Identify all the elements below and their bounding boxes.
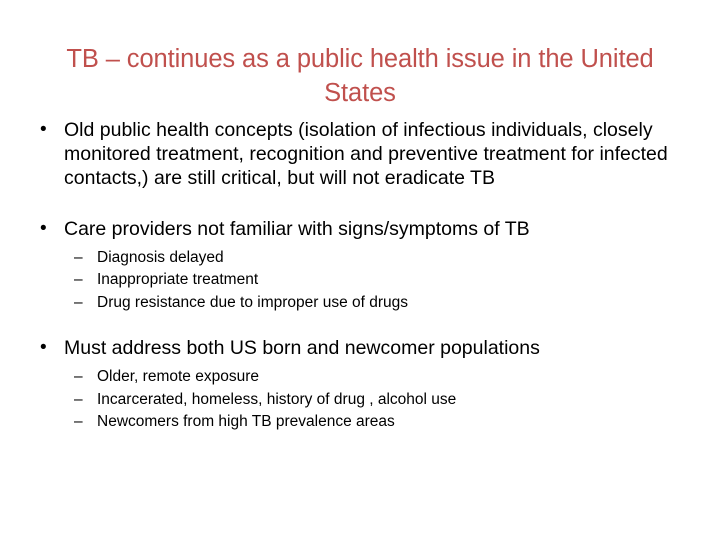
sub-list-item-text: Diagnosis delayed — [97, 248, 224, 266]
list-item — [30, 336, 692, 434]
dash-glyph: – — [74, 413, 83, 431]
sub-list-item — [64, 247, 692, 269]
list-item-text: Must address both US born and newcomer populations — [64, 337, 540, 360]
sub-list-item-text: Older, remote exposure — [97, 368, 259, 386]
list-item-text: Old public health concepts (isolation of infectious individuals, closely monitored treatment, recognition and preventive treatment for infected contacts,) are still critical, but will not eradicate TB — [64, 119, 668, 190]
sub-list-item-text: Inappropriate treatment — [97, 271, 259, 289]
bullet-glyph: • — [40, 337, 47, 359]
spacer — [30, 314, 692, 336]
slide-body — [30, 118, 692, 434]
dash-glyph: – — [74, 293, 83, 311]
sub-list-item — [64, 411, 692, 433]
sub-list-item — [64, 389, 692, 411]
sub-list-item — [64, 269, 692, 291]
dash-glyph: – — [74, 368, 83, 386]
dash-glyph: – — [74, 248, 83, 266]
list-item-text: Care providers not familiar with signs/symptoms of TB — [64, 217, 530, 240]
sub-list-item — [64, 366, 692, 388]
bullet-glyph: • — [40, 217, 47, 239]
spacer — [30, 191, 692, 217]
dash-glyph: – — [74, 271, 83, 289]
bullet-list — [30, 118, 692, 434]
sub-bullet-list — [64, 247, 692, 314]
page-title: TB – continues as a public health issue in the United States — [66, 45, 654, 107]
list-item — [30, 217, 692, 315]
sub-bullet-list — [64, 366, 692, 433]
dash-glyph: – — [74, 390, 83, 408]
sub-list-item-text: Drug resistance due to improper use of drugs — [97, 293, 409, 311]
list-item — [30, 118, 692, 191]
sub-list-item — [64, 292, 692, 314]
sub-list-item-text: Newcomers from high TB prevalence areas — [97, 413, 395, 431]
sub-list-item-text: Incarcerated, homeless, history of drug , alcohol use — [97, 390, 457, 408]
bullet-glyph: • — [40, 119, 47, 140]
